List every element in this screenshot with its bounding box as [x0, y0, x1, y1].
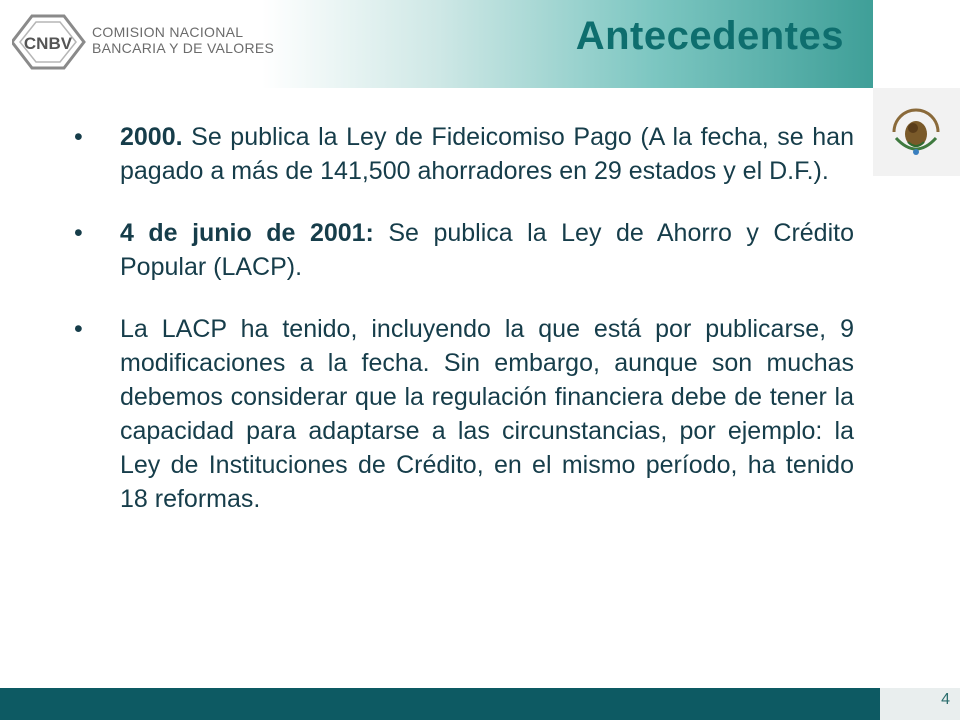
- bullet-text: La LACP ha tenido, incluyendo la que está por publicarse, 9 modificaciones a la fecha. Sin embargo, aunque son muchas debemos considerar que la regulación financiera debe de tener la capacidad para adaptarse a las circunstancias, por ejemplo: la Ley de Instituciones de Crédito, en el mismo período, ha tenido 18 reformas.: [120, 315, 854, 513]
- page-number: 4: [941, 691, 950, 708]
- bullet-dot: •: [74, 315, 83, 343]
- bullet-dot: •: [74, 219, 83, 247]
- header-side-strip: [873, 0, 960, 88]
- footer-band: [0, 688, 880, 720]
- logo-line2: BANCARIA Y DE VALORES: [92, 40, 275, 56]
- bullet-bold: 4 de junio de 2001:: [120, 219, 374, 247]
- bullet-item: [74, 120, 854, 188]
- logo-line1: COMISION NACIONAL: [92, 24, 244, 40]
- page-title: Antecedentes: [575, 14, 844, 58]
- mexico-seal-icon: [886, 102, 946, 162]
- bullet-text: Se publica la Ley de Ahorro y Crédito Popular (LACP).: [120, 219, 854, 281]
- logo-abbr: CNBV: [23, 34, 73, 53]
- bullet-dot: •: [74, 123, 83, 151]
- footer-page-box: [880, 688, 960, 720]
- logo-text: [92, 24, 274, 56]
- bullet-item: [74, 312, 854, 516]
- bullet-text: Se publica la Ley de Fideicomiso Pago (A la fecha, se han pagado a más de 141,500 ahorradores en 29 estados y el D.F.).: [120, 123, 854, 185]
- bullet-item: [74, 216, 854, 284]
- bullet-list: [74, 120, 854, 544]
- bullet-bold: 2000.: [120, 123, 183, 151]
